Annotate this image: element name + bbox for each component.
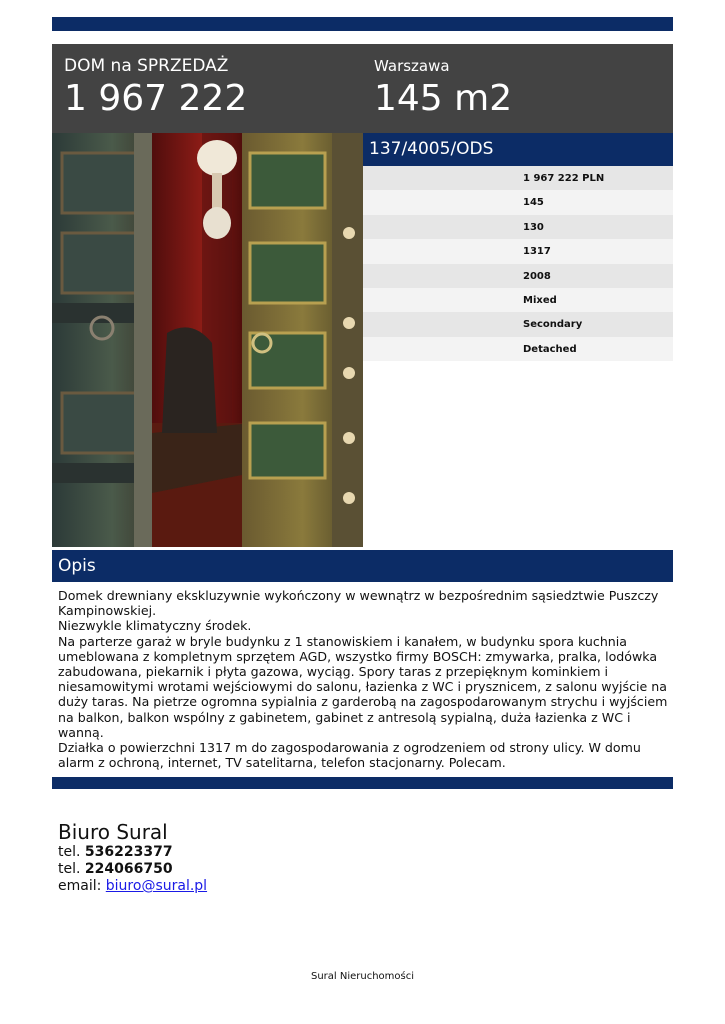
phone-line-2 <box>58 861 207 878</box>
reference-number: 137/4005/ODS <box>363 133 673 166</box>
tel-label: tel. <box>58 861 81 877</box>
description-paragraph: Na parterze garaż w bryle budynku z 1 stanowiskiem i kanałem, w budynku spora kuchnia umeblowana z kompletnym sprzętem AGD, wszystko firmy BOSCH: zmywarka, pralka, lodówka zabudowana, piekarnik i płyta gazowa, wyciąg. Spory taras z przepięknym kominkiem i niesamowitymi wrotami wejściowymi do salonu, łazienka z WC i prysznicem, z salonu wyjście na duży taras. Na pietrze ogromna sypialnia z garderobą na zagospodarowanym strychu i wyjściem na balkon, balkon wspólny z gabinetem, gabinet z antresolą sypialną, duża łazienka z WC i wanną. <box>58 633 668 740</box>
param-year-built: 2008 <box>363 264 673 288</box>
phone-number-2: 224066750 <box>84 861 173 877</box>
property-type-label: DOM na SPRZEDAŻ <box>64 56 229 76</box>
description-paragraph: Niezwykle klimatyczny środek. <box>58 618 252 634</box>
param-market: Secondary <box>363 312 673 336</box>
email-label: email: <box>58 878 102 894</box>
param-plot-area: 1317 <box>363 239 673 263</box>
header-left <box>64 56 247 120</box>
description-heading: Opis <box>52 550 673 582</box>
section-divider-bar <box>52 777 673 789</box>
price-value: 1 967 222 <box>64 78 248 119</box>
param-area: 145 <box>363 190 673 214</box>
description-paragraph: Domek drewniany ekskluzywnie wykończony w wewnątrz w bezpośrednim sąsiedztwie Puszczy Kampinowskiej. <box>58 588 659 619</box>
header-right <box>374 56 512 120</box>
param-building-type: Detached <box>363 337 673 361</box>
email-line <box>58 878 207 895</box>
param-price: 1 967 222 PLN <box>363 166 673 190</box>
param-material: Mixed <box>363 288 673 312</box>
phone-line-1 <box>58 844 207 861</box>
agent-name: Biuro Sural <box>58 820 168 844</box>
description-body <box>58 588 670 770</box>
tel-label: tel. <box>58 844 81 860</box>
email-link[interactable]: biuro@sural.pl <box>105 878 208 894</box>
phone-number-1: 536223377 <box>84 844 173 860</box>
contact-block <box>58 820 207 895</box>
footer-text: Sural Nieruchomości <box>310 971 415 982</box>
top-accent-bar <box>52 17 673 31</box>
area-value: 145 m2 <box>374 78 513 119</box>
param-usable-area: 130 <box>363 215 673 239</box>
listing-header <box>52 44 673 133</box>
property-photo <box>52 133 363 547</box>
description-paragraph: Działka o powierzchni 1317 m do zagospodarowania z ogrodzeniem od strony ulicy. W domu alarm z ochroną, internet, TV satelitarna, telefon stacjonarny. Polecam. <box>58 740 641 771</box>
params-table <box>363 166 673 361</box>
city-label: Warszawa <box>374 57 450 75</box>
